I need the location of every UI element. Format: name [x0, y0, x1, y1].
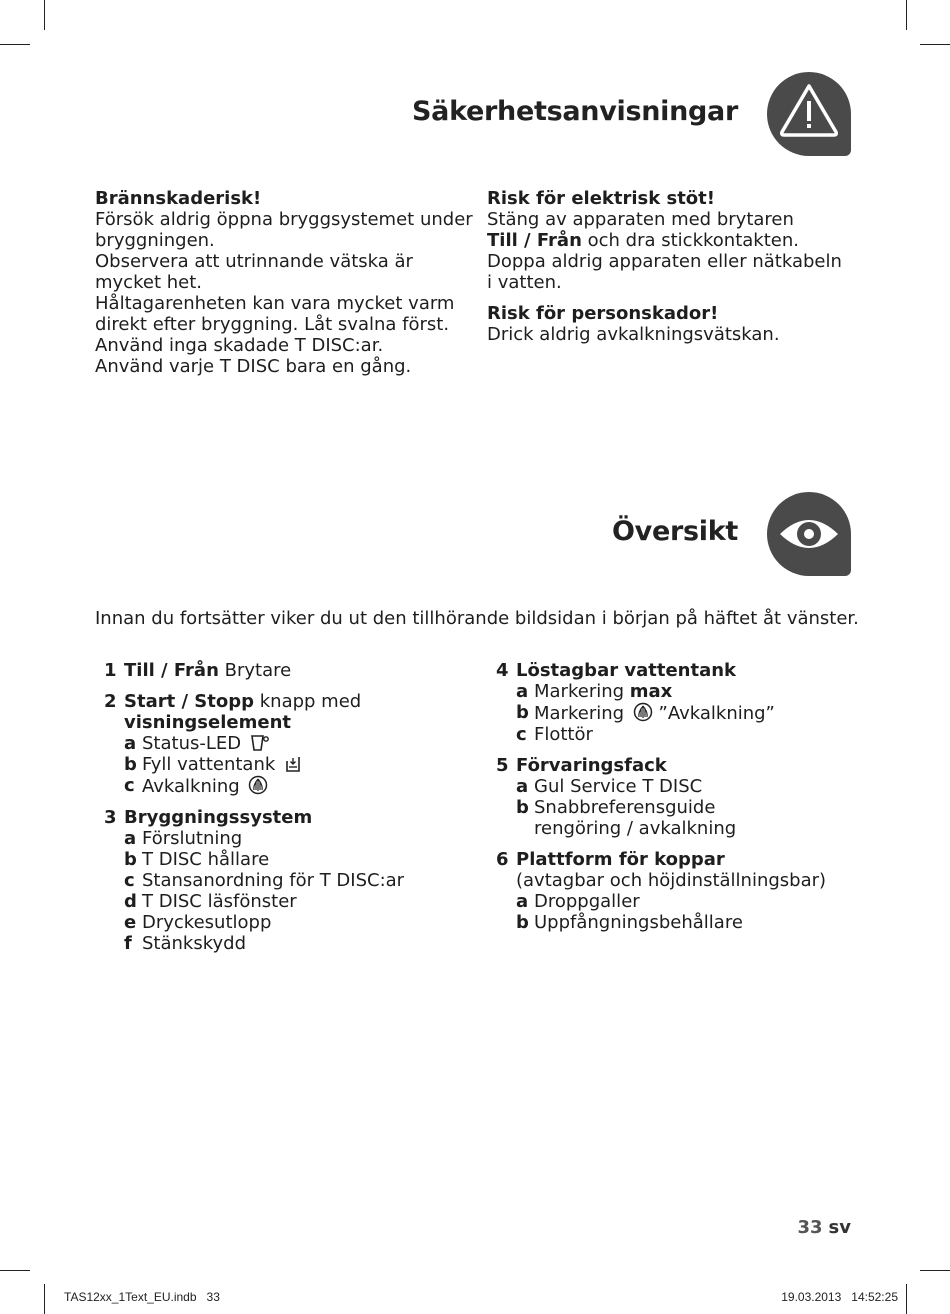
burn-line: Försök aldrig öppna bryggsystemet under — [95, 209, 473, 230]
list-item: 1 Till / Från Brytare — [104, 660, 292, 681]
sub-item: a Status-LED — [124, 733, 475, 754]
electric-risk-heading: Risk för elektrisk stöt! — [487, 188, 715, 209]
overview-badge — [767, 492, 851, 576]
electric-line: i vatten. — [487, 272, 562, 293]
list-item: 6 Plattform för koppar (avtagbar och höjdinställningsbar) a Droppgaller b Uppfångningsbehållare — [487, 849, 867, 933]
electric-risk-block — [487, 188, 857, 345]
electric-line: Doppa aldrig apparaten eller nätkabeln — [487, 251, 842, 272]
page-number: 33 sv — [797, 1217, 851, 1238]
sub-item: b Markering ”Avkalkning” — [516, 702, 775, 724]
electric-line: Stäng av apparaten med brytaren — [487, 209, 794, 230]
sub-item: c Stansanordning för T DISC:ar — [124, 870, 405, 891]
warning-triangle-icon — [767, 72, 851, 156]
sub-item: b Uppfångningsbehållare — [516, 912, 743, 933]
crop-mark — [920, 1270, 950, 1271]
injury-line: Drick aldrig avkalkningsvätskan. — [487, 324, 780, 345]
burn-line: mycket het. — [95, 272, 202, 293]
overview-title: Översikt — [612, 516, 738, 547]
language-code: sv — [828, 1217, 851, 1238]
electric-line: Till / Från och dra stickkontakten. — [487, 230, 799, 251]
switch-label: Till / Från — [487, 230, 582, 251]
sub-item: a Markering max — [516, 681, 673, 702]
water-tank-icon — [284, 755, 302, 773]
overview-list-left — [95, 660, 475, 964]
sub-item: d T DISC läsfönster — [124, 891, 297, 912]
crop-mark — [906, 1284, 907, 1314]
crop-mark — [44, 0, 45, 30]
crop-mark — [44, 1284, 45, 1314]
safety-badge — [767, 72, 851, 156]
burn-line: bryggningen. — [95, 230, 215, 251]
sub-item: e Dryckesutlopp — [124, 912, 272, 933]
safety-title: Säkerhetsanvisningar — [412, 96, 738, 127]
injury-risk-heading: Risk för personskador! — [487, 303, 719, 324]
list-item: 2 Start / Stopp knapp med visningselement a Status-LED b Fyll vattentank c Avkalkning — [95, 691, 475, 797]
burn-line: Använd inga skadade T DISC:ar. — [95, 335, 384, 356]
sub-item: b T DISC hållare — [124, 849, 270, 870]
burn-line: Observera att utrinnande vätska är — [95, 251, 413, 272]
burn-risk-heading: Brännskaderisk! — [95, 188, 262, 209]
overview-list-right — [487, 660, 867, 943]
footer-date: 19.03.2013 14:52:25 — [781, 1290, 898, 1304]
list-item: 5 Förvaringsfack a Gul Service T DISC b Snabbreferensguide rengöring / avkalkning — [487, 755, 867, 839]
burn-line: Håltagarenheten kan vara mycket varm — [95, 293, 455, 314]
sub-item: a Droppgaller — [516, 891, 640, 912]
descaling-icon — [633, 702, 653, 722]
cup-icon — [250, 734, 270, 752]
sub-item: a Förslutning — [124, 828, 243, 849]
crop-mark — [0, 44, 30, 45]
footer-file: TAS12xx_1Text_EU.indb 33 — [64, 1290, 220, 1304]
list-item: 3 Bryggningssystem a Förslutning b T DISC hållare c Stansanordning för T DISC:ar d T DISC läsfönster e Dryckesutlopp f Stänkskydd — [95, 807, 475, 954]
burn-line: Använd varje T DISC bara en gång. — [95, 356, 412, 377]
list-item: 4 Löstagbar vattentank a Markering max b Markering ”Avkalkning” c Flottör — [487, 660, 867, 745]
overview-intro: Innan du fortsätter viker du ut den tillhörande bildsidan i början på häftet åt vänster. — [95, 608, 859, 629]
crop-mark — [906, 0, 907, 30]
crop-mark — [0, 1270, 30, 1271]
crop-mark — [920, 44, 950, 45]
sub-item: c Flottör — [516, 724, 593, 745]
eye-icon — [767, 492, 851, 576]
burn-risk-block — [95, 188, 475, 377]
sub-item: b Fyll vattentank — [124, 754, 475, 775]
descaling-icon — [248, 775, 268, 795]
sub-item: b Snabbreferensguide rengöring / avkalkning — [516, 797, 737, 839]
sub-item: c Avkalkning — [124, 775, 475, 797]
sub-item: a Gul Service T DISC — [516, 776, 703, 797]
burn-line: direkt efter bryggning. Låt svalna först. — [95, 314, 450, 335]
sub-item: f Stänkskydd — [124, 933, 247, 954]
